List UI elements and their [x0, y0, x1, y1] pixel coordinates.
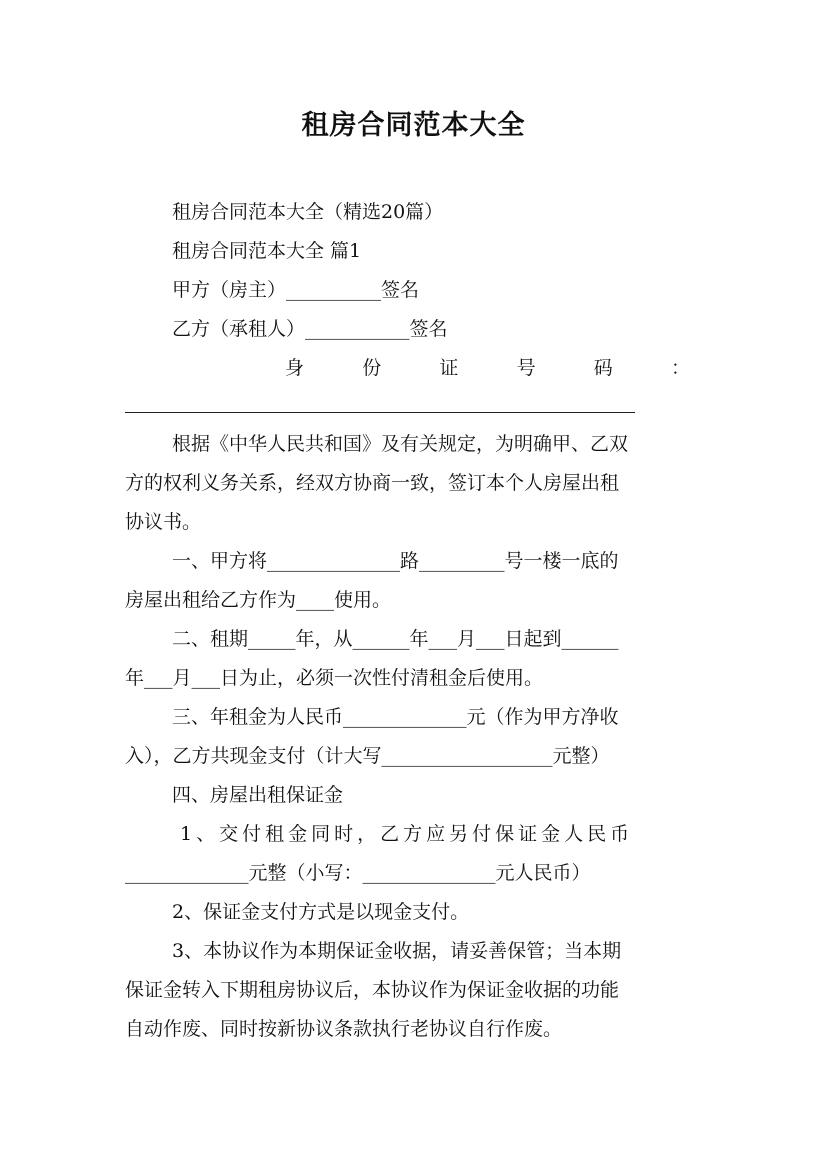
clause-2-line-1: 二、租期_____年，从______年___月___日起到______	[172, 628, 619, 650]
deposit-item-1-line-2: _____________元整（小写：______________元人民币）	[125, 862, 591, 884]
clause-3-line-2: 入），乙方共现金支付（计大写__________________元整）	[125, 745, 610, 767]
document-title: 租房合同范本大全	[301, 110, 526, 141]
id-char: ：	[670, 357, 690, 379]
paragraph-intro-3: 协议书。	[125, 511, 202, 533]
deposit-item-3-line-1: 3、本协议作为本期保证金收据，请妥善保管；当本期	[172, 940, 622, 962]
clause-1-line-1: 一、甲方将______________路_________号一楼一底的	[172, 550, 619, 572]
clause-2-line-2: 年___月___日为止，必须一次性付清租金后使用。	[125, 667, 544, 689]
party-a-line: 甲方（房主）__________签名	[172, 279, 420, 301]
deposit-item-2: 2、保证金支付方式是以现金支付。	[172, 901, 470, 923]
deposit-item-3-line-2: 保证金转入下期租房协议后，本协议作为保证金收据的功能	[125, 979, 620, 1001]
paragraph-intro-2: 方的权利义务关系，经双方协商一致，签订本个人房屋出租	[125, 472, 620, 494]
deposit-item-1-line-1: 1、交付租金同时，乙方应另付保证金人民币	[180, 823, 634, 845]
clause-3-line-1: 三、年租金为人民币_____________元（作为甲方净收	[172, 706, 619, 728]
subtitle-line: 租房合同范本大全（精选20篇）	[172, 201, 444, 223]
id-char: 份	[362, 357, 382, 379]
id-char: 身	[285, 357, 305, 379]
party-b-line: 乙方（承租人）___________签名	[172, 318, 448, 340]
deposit-item-3-line-3: 自动作废、同时按新协议条款执行老协议自行作废。	[125, 1018, 563, 1040]
id-number-blank	[125, 412, 635, 413]
section-heading: 租房合同范本大全 篇1	[172, 240, 362, 262]
id-char: 号	[516, 357, 536, 379]
paragraph-intro-1: 根据《中华人民共和国》及有关规定，为明确甲、乙双	[172, 433, 629, 455]
clause-1-line-2: 房屋出租给乙方作为____使用。	[125, 589, 392, 611]
id-char: 码	[593, 357, 613, 379]
id-char: 证	[439, 357, 459, 379]
id-number-label	[285, 356, 690, 380]
clause-4-heading: 四、房屋出租保证金	[172, 784, 344, 806]
